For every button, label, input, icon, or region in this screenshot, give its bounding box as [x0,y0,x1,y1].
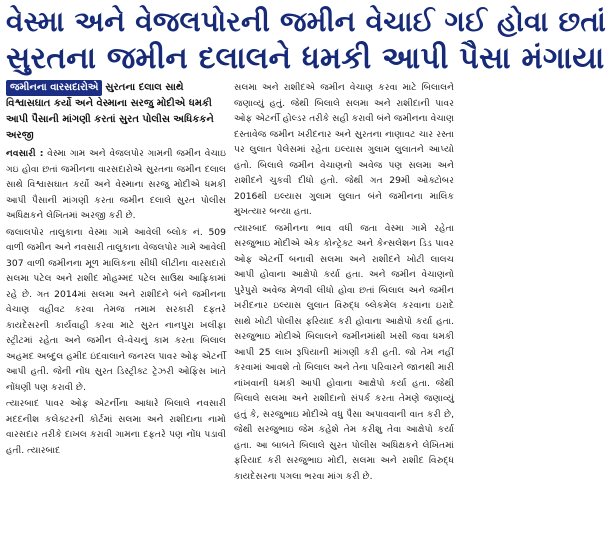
article-paragraph [6,225,226,396]
paragraph-text: ત્યારબાદ જમીનના ભાવ વધી જતા વેસ્મા ગામે રહેતા સરજુભાઇ મોદીએ એક કોન્ટ્રેક્ટ અને કેન્સલેશન ડિડ પાવર ઓફ એટર્ની બનાવી સલમા અને રાશીદને ખોટી લાલચ આપી હોવાના આક્ષેપો કર્યા હતા. અને જમીન વેચાણનો પુરેપુરો અવેજ મેળવી લીધો હોવા છતાં બિલાલ અને જમીન ખરીદનાર ઇલ્યાસ લુલાત વિરુદ્ધ બ્લેકમેલ કરવાના ઇરાદે સાથે ખોટી પોલીસ ફરિયાદ કરી હોવાના આક્ષેપો કર્યા હતા. સરજુભાઇ મોદીએ બિલાલને જમીનમાંથી ખસી જવા ધમકી આપી 25 લાખ રૂપિયાની માંગણી કરી હતી. જો તેમ નહીં કરવામાં આવશે તો બિલાલ અને તેના પરિવારને જાનથી મારી નાંખવાની ધમકી આપી હોવાના આક્ષેપો કર્યા હતા. જેથી બિલાલે સલમા અને રાશીદાનો સંપર્ક કરતા તેમણે જણાવ્યું હતું કે, સરજુભાઇ મોદીએ વધુ પૈસા અપાવવાની વાત કરી છે, જેથી સરજુભાઇ જેમ કહેશે તેમ કરીશુ તેવા આક્ષેપો કર્યા હતા. આ બાબતે બિલાલે સુરત પોલીસ અધિક્ષકને લેખિતમાં ફરિયાદ કરી સરજુભાઇ મોદી, સલમા અને રાશીદ વિરુદ્ધ કાયદેસરના પગલા ભરવા માંગ કરી છે. [234,222,454,482]
headline-line-1: વેસ્મા અને વેજલપોરની જમીન વેચાઈ ગઈ હોવા છતાં [6,5,606,38]
left-column [6,80,226,485]
dateline: નવસારી : [6,148,44,159]
paragraph-text: જલાલપોર તાલુકાના વેસ્મા ગામે આવેલી બ્લોક નં. 509 વાળી જમીન અને નવસારી તાલુકાના વેજલપોર ગામે આવેલી 307 વાળી જમીનના મૂળ માલિકના સીધી લીટીના વારસદારો સલમા પટેલ અને રાશીદ મોહમ્મદ પટેલ સાઉથ આફ્રિકામાં રહે છે. ગત 2014માં સલમા અને રાશીદને બંને જમીનના વેચાણ વહીવટ કરવા તેમજ તમામ સરકારી દફતરે કાયદેસરની કાર્યવાહી કરવા માટે સુરત નાનપુરા ખલીફા સ્ટ્રીટમાં રહેતા અને જમીન લે-વેચનું કામ કરતા બિલાલ અહમદ અબ્દુલ હમીદ ઇંદવાલાને જનરલ પાવર ઓફ એટર્ની આપી હતી. જેની નોંધ સુરત ડિસ્ટ્રીક્ટ ટ્રેઝરી ઓફિસ ખાતે નોંધણી પણ કરાવી છે. [6,226,226,393]
headline-line-2: સુરતના જમીન દલાલને ધમકી આપી પૈસા મંગાયા [6,41,605,76]
paragraph-text: સલમા અને રાશીદએ જમીન વેચાણ કરવા માટે બિલાલને જણાવ્યું હતું. જેથી બિલાલે સલમા અને રાશીદાની પાવર ઓફ એટર્ની હોલ્ડર તરીકે સહી કરાવી બંને જમીનના વેચાણ દસ્તાવેજ જમીન ખરીદનાર અને સુરતના નાણાવટ ચાર રસ્તા પર લુલાત પેલેસમાં રહેતા ઇલ્યાસ ગુલામ લુલાતને આપ્યો હતો. બિલાલે જમીન વેચાણનો અવેજ પણ સલમા અને રાશીદને ચુકવી દીધો હતો. જેથી ગત 29મી ઓક્ટોબર 2016થી ઇલ્યાસ ગુલામ લુલાત બંને જમીનના માલિક મુખત્યાર બન્યા હતા. [234,82,454,217]
article-paragraph [6,146,226,224]
article-paragraph [234,221,454,485]
subheadline-text: સુરતના દલાલ સાથે વિશ્વાસઘાત કર્યો અને વેસ્માના સરજુ મોદીએ ધમકી આપી પૈસાની માંગણી કરતાં સુરત પોલીસ અધિકકને અરજી [6,82,214,141]
subheadline [6,80,226,144]
paragraph-text: ત્યારબાદ પાવર ઓફ એટર્નીના આધારે બિલાલે નવસારી મદદનીશ કલેક્ટરની કોર્ટમાં સલમા અને રાશીદાના નામો વારસદાર તરીકે દાખલ કરાવી ગામના દફતરે પણ નોંધ પડાવી હતી. ત્યારબાદ [6,398,226,456]
paragraph-text: વેસ્મા ગામ અને વેજલપોર ગામની જમીન વેચાઇ ગઇ હોવા છતાં જમીનના વારસદારોએ સુરતના જમીન દલાલ સાથે વિશ્વાસઘાત કર્યો અને વેસ્માના સરજુ મોદીએ ધમકી આપી પૈસાની માંગણી કરતા જમીન દલાલે સુરત પોલીસ અધિક્ષકને લેખિતમાં અરજી કરી છે. [6,148,226,221]
right-column [234,80,454,485]
article-paragraph [234,80,454,220]
article-paragraph [6,396,226,458]
subheadline-label: જમીનના વારસદારોએ [6,80,102,96]
article-columns [6,80,454,485]
